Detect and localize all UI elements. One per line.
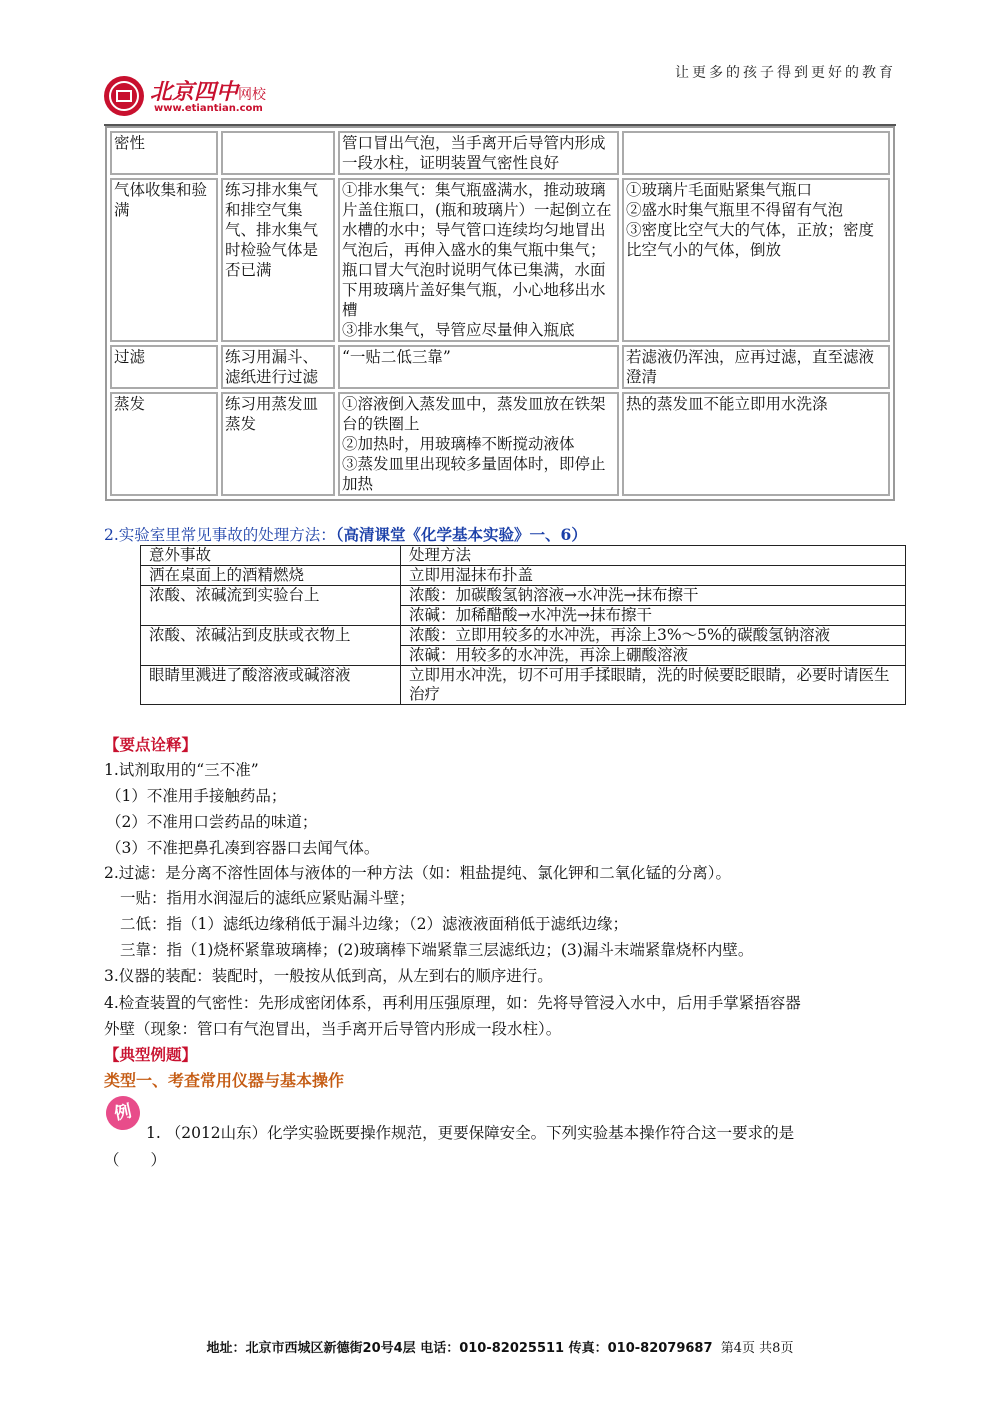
experiment-cell-c1	[110, 345, 218, 389]
key-point-2c: 三靠：指（1)烧杯紧靠玻璃棒；(2)玻璃棒下端紧靠三层滤纸边；(3)漏斗末端紧靠烧杯内壁。	[120, 941, 754, 959]
accident-table-header	[141, 546, 906, 566]
cell-text: ③排水集气，导管应尽量伸入瓶底	[342, 321, 575, 339]
logo-name-suffix: 网校	[238, 87, 267, 103]
method-cell: 浓碱：用较多的水冲洗，再涂上硼酸溶液	[401, 646, 906, 666]
logo-url: www.etiantian.com	[154, 103, 263, 114]
experiment-cell-c4	[622, 345, 890, 389]
cell-text: 若滤液仍浑浊，应再过滤，直至滤液澄清	[626, 348, 875, 386]
header-slogan: 让更多的孩子得到更好的教育	[675, 65, 896, 81]
experiment-cell-c1	[110, 131, 218, 175]
method-cell: 浓碱：加稀醋酸→水冲洗→抹布擦干	[401, 606, 906, 626]
accident-cell: 眼睛里溅进了酸溶液或碱溶液	[141, 666, 401, 705]
accident-cell: 洒在桌面上的酒精燃烧	[141, 566, 401, 586]
key-points-heading: 【要点诠释】	[104, 735, 198, 754]
experiment-cell-c1	[110, 392, 218, 496]
header-method: 处理方法	[401, 546, 906, 566]
section2-title	[104, 523, 587, 545]
experiment-cell-c3	[338, 178, 619, 342]
accident-cell: 浓酸、浓碱沾到皮肤或衣物上	[141, 626, 401, 666]
method-cell: 立即用水冲洗，切不可用手揉眼睛，洗的时候要眨眼睛，必要时请医生治疗	[401, 666, 906, 705]
key-point-1: 1.试剂取用的“三不准”	[104, 761, 259, 779]
question-1-blank: （ ）	[104, 1151, 167, 1169]
cell-text: ②加热时，用玻璃棒不断搅动液体	[342, 435, 575, 453]
experiment-cell-c3	[338, 131, 619, 175]
cell-text: 蒸发	[114, 395, 146, 413]
experiment-cell-c3	[338, 392, 619, 496]
cell-text: 练习用蒸发皿蒸发	[225, 395, 319, 433]
key-point-4a: 4.检查装置的气密性：先形成密闭体系，再利用压强原理，如：先将导管浸入水中，后用手掌紧捂容器	[104, 994, 801, 1012]
cell-text: 练习用漏斗、滤纸进行过滤	[225, 348, 319, 386]
experiment-cell-c1	[110, 178, 218, 342]
cell-text: 过滤	[114, 348, 146, 366]
header-accident: 意外事故	[141, 546, 401, 566]
experiment-row	[110, 178, 890, 342]
example-type-1: 类型一、考查常用仪器与基本操作	[104, 1071, 345, 1090]
experiment-cell-c2	[221, 178, 335, 342]
accident-table	[140, 545, 906, 705]
examples-heading: 【典型例题】	[104, 1045, 198, 1064]
key-point-4b: 外壁（现象：管口有气泡冒出，当手离开后导管内形成一段水柱）。	[104, 1020, 562, 1038]
key-point-1a: （1）不准用手接触药品；	[106, 787, 287, 805]
page-footer	[0, 1337, 1000, 1356]
key-point-2: 2.过滤：是分离不溶性固体与液体的一种方法（如：粗盐提纯、氯化钾和二氧化锰的分离）。	[104, 864, 732, 882]
experiment-cell-c4	[622, 392, 890, 496]
footer-address: 地址：北京市西城区新德街20号4层 电话：010-82025511 传真：010-82079687	[206, 1341, 713, 1356]
experiment-cell-c2	[221, 392, 335, 496]
question-1: 1. （2012山东）化学实验既要操作规范，更要保障安全。下列实验基本操作符合这一要求的是	[146, 1124, 795, 1142]
logo-emblem-icon	[104, 76, 144, 116]
logo-name	[150, 75, 266, 106]
experiment-cell-c4	[622, 178, 890, 342]
cell-text: ①排水集气：集气瓶盛满水，推动玻璃片盖住瓶口，(瓶和玻璃片）一起倒立在水槽的水中；导气管口连续均匀地冒出气泡后，再伸入盛水的集气瓶中集气；瓶口冒大气泡时说明气体已集满，水面下用玻璃片盖好集气瓶，小心地移出水槽	[342, 181, 612, 319]
school-logo	[104, 74, 294, 120]
key-point-3: 3.仪器的装配：装配时，一般按从低到高，从左到右的顺序进行。	[104, 967, 553, 985]
section2-title-text: 2.实验室里常见事故的处理方法：	[104, 526, 336, 544]
cell-text: ③密度比空气大的气体，正放；密度比空气小的气体，倒放	[626, 221, 875, 259]
key-point-1b: （2）不准用口尝药品的味道；	[106, 813, 318, 831]
cell-text: 热的蒸发皿不能立即用水洗涤	[626, 395, 828, 413]
cell-text: ③蒸发皿里出现较多量固体时，即停止加热	[342, 455, 606, 493]
cell-text: ①溶液倒入蒸发皿中，蒸发皿放在铁架台的铁圈上	[342, 395, 606, 433]
accident-row	[141, 566, 906, 586]
key-point-2b: 二低：指（1）滤纸边缘稍低于漏斗边缘；（2）滤液液面稍低于滤纸边缘；	[120, 915, 628, 933]
key-point-2a: 一贴：指用水润湿后的滤纸应紧贴漏斗壁；	[120, 889, 415, 907]
method-cell: 立即用湿抹布扑盖	[401, 566, 906, 586]
section2-ref: （高清课堂《化学基本实验》一、6）	[335, 525, 587, 544]
experiment-cell-c2	[221, 131, 335, 175]
accident-row	[141, 626, 906, 646]
cell-text: “一贴二低三靠”	[342, 348, 451, 366]
cell-text: ②盛水时集气瓶里不得留有气泡	[626, 201, 844, 219]
accident-cell: 浓酸、浓碱流到实验台上	[141, 586, 401, 626]
experiment-table	[105, 126, 895, 501]
experiment-cell-c2	[221, 345, 335, 389]
accident-row	[141, 666, 906, 705]
cell-text: 练习排水集气和排空气集气、排水集气时检验气体是否已满	[225, 181, 319, 279]
method-cell: 浓酸：加碳酸氢钠溶液→水冲洗→抹布擦干	[401, 586, 906, 606]
experiment-cell-c3	[338, 345, 619, 389]
cell-text: 气体收集和验满	[114, 181, 208, 219]
experiment-row	[110, 392, 890, 496]
cell-text: 管口冒出气泡，当手离开后导管内形成一段水柱，证明装置气密性良好	[342, 134, 606, 172]
experiment-cell-c4	[622, 131, 890, 175]
logo-name-main: 北京四中	[150, 79, 239, 105]
key-point-1c: （3）不准把鼻孔凑到容器口去闻气体。	[106, 839, 380, 857]
experiment-row	[110, 131, 890, 175]
experiment-row	[110, 345, 890, 389]
accident-row	[141, 586, 906, 606]
example-badge-icon: 例	[103, 1093, 143, 1133]
method-cell: 浓酸：立即用较多的水冲洗，再涂上3%～5%的碳酸氢钠溶液	[401, 626, 906, 646]
cell-text: ①玻璃片毛面贴紧集气瓶口	[626, 181, 813, 199]
footer-page-number: 第4页 共8页	[720, 1341, 794, 1356]
cell-text: 密性	[114, 134, 146, 152]
